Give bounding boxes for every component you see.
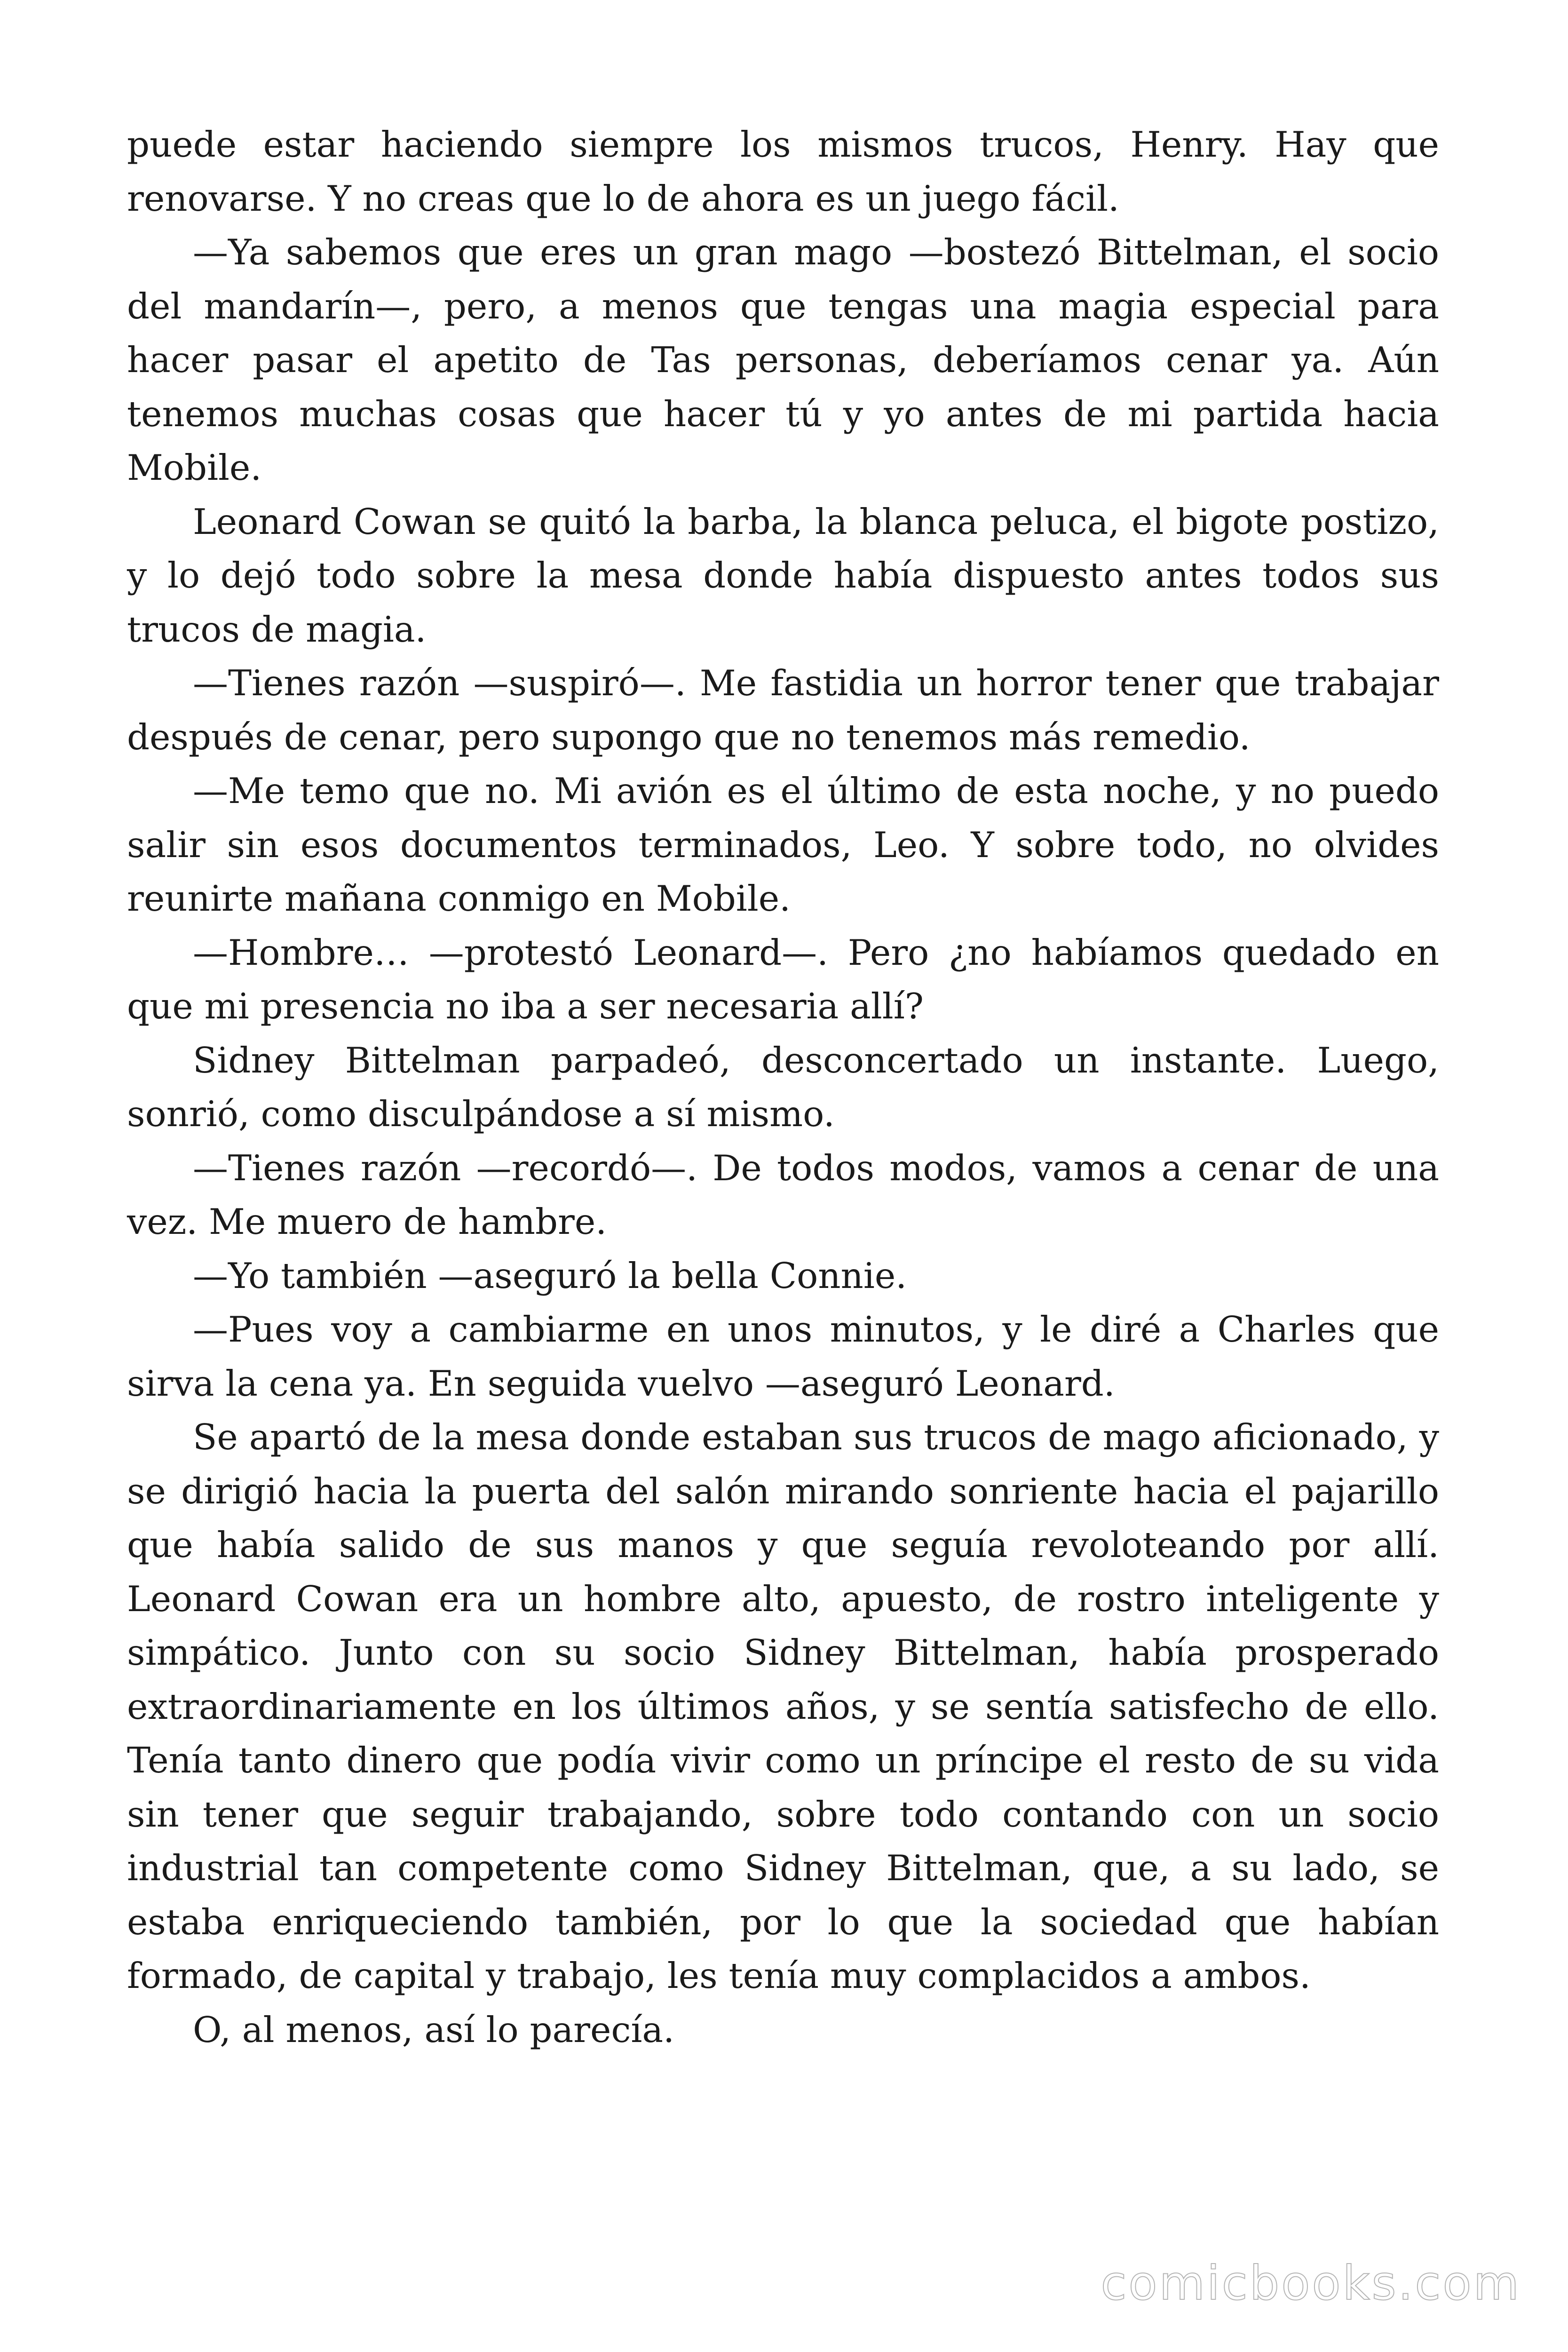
paragraph-10: —Pues voy a cambiarme en unos minutos, y le diré a Charles que sirva la cena ya. En seguida vuelvo —aseguró Leonard. bbox=[127, 1309, 1439, 1404]
paragraph-8: —Tienes razón —recordó—. De todos modos, vamos a cenar de una vez. Me muero de hambre. bbox=[127, 1147, 1439, 1242]
paragraph-7: Sidney Bittelman parpadeó, desconcertado un instante. Luego, sonrió, como disculpándose a sí mismo. bbox=[127, 1039, 1439, 1135]
paragraph-5: —Me temo que no. Mi avión es el último de esta noche, y no puedo salir sin esos documentos terminados, Leo. Y sobre todo, no olvides reunirte mañana conmigo en Mobile. bbox=[127, 770, 1439, 919]
paragraph-2: —Ya sabemos que eres un gran mago —bostezó Bittelman, el socio del mandarín—, pero, a menos que tengas una magia especial para hacer pasar el apetito de Tas personas, deberíamos cenar ya. Aún tenemos muchas cosas que hacer tú y yo antes de mi partida hacia Mobile. bbox=[127, 231, 1439, 488]
paragraph-1: puede estar haciendo siempre los mismos trucos, Henry. Hay que renovarse. Y no creas que lo de ahora es un juego fácil. bbox=[127, 124, 1439, 219]
paragraph-3: Leonard Cowan se quitó la barba, la blanca peluca, el bigote postizo, y lo dejó todo sobre la mesa donde había dispuesto antes todos sus trucos de magia. bbox=[127, 501, 1439, 650]
paragraph-6: —Hombre… —protestó Leonard—. Pero ¿no habíamos quedado en que mi presencia no iba a ser necesaria allí? bbox=[127, 931, 1439, 1027]
paragraph-9: —Yo también —aseguró la bella Connie. bbox=[193, 1255, 907, 1296]
paragraph-4: —Tienes razón —suspiró—. Me fastidia un horror tener que trabajar después de cenar, pero supongo que no tenemos más remedio. bbox=[127, 662, 1439, 758]
book-page-text bbox=[127, 118, 1439, 2057]
paragraph-12: O, al menos, así lo parecía. bbox=[193, 2009, 674, 2050]
paragraph-11: Se apartó de la mesa donde estaban sus trucos de mago aficionado, y se dirigió hacia la puerta del salón mirando sonriente hacia el pajarillo que había salido de sus manos y que seguía revoloteando por allí. Leonard Cowan era un hombre alto, apuesto, de rostro inteligente y simpático. Junto con su socio Sidney Bittelman, había prosperado extraordinariamente en los últimos años, y se sentía satisfecho de ello. Tenía tanto dinero que podía vivir como un príncipe el resto de su vida sin tener que seguir trabajando, sobre todo contando con un socio industrial tan competente como Sidney Bittelman, que, a su lado, se estaba enriqueciendo también, por lo que la sociedad que habían formado, de capital y trabajo, les tenía muy complacidos a ambos. bbox=[127, 1416, 1439, 1996]
watermark: comicbooks.com bbox=[1101, 2256, 1521, 2311]
